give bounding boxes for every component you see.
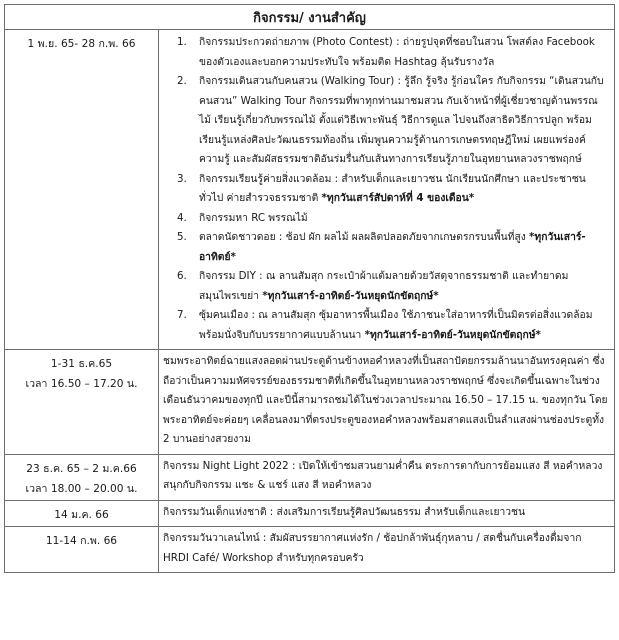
date-cell	[5, 30, 159, 350]
table-row	[5, 527, 615, 573]
date-cell	[5, 350, 159, 455]
activity-list	[163, 33, 608, 345]
table-row	[5, 500, 615, 527]
date-cell	[5, 454, 159, 500]
table-row	[5, 30, 615, 350]
date-range: 14 ม.ค. 66	[54, 508, 109, 521]
table-row	[5, 454, 615, 500]
item-text: ตลาดนัดชาวดอย : ช้อป ผัก ผลไม้ ผลผลิตปลอดภัยจากเกษตรกรบนพื้นที่สูง	[199, 231, 530, 243]
date-cell	[5, 500, 159, 527]
item-text: กิจกรรมเรียนรู้ค่ายสิ่งแวดล้อม : สำหรับเด็กและเยาวชน นักเรียนนักศึกษา และประชาชนทั่วไป ค่ายสำรวจธรรมชาติ	[199, 172, 586, 204]
list-item	[163, 267, 608, 306]
list-item	[163, 228, 608, 267]
date-cell	[5, 527, 159, 573]
item-schedule: *ทุกวันเสาร์-อาทิตย์*	[199, 231, 586, 263]
description-cell: กิจกรรมวันวาเลนไทน์ : สัมผัสบรรยากาศแห่งรัก / ช้อปกล้าพันธุ์กุหลาบ / สดชื่นกับเครื่องดื่มจาก HRDI Café/ Workshop สำหรับทุกครอบครัว	[159, 527, 615, 573]
item-text: ซุ้มคนเมือง : ณ ลานสัมสุก ซุ้มอาหารพื้นเมือง ใช้ภาชนะใส่อาหารที่เป็นมิตรต่อสิ่งแวดล้อม พร้อมนั่งจิบกับบรรยากาศแบบล้านนา	[199, 309, 593, 341]
list-item	[163, 33, 608, 72]
description-cell: กิจกรรมวันเด็กแห่งชาติ : ส่งเสริมการเรียนรู้ศิลปวัฒนธรรม สำหรับเด็กและเยาวชน	[159, 500, 615, 527]
item-schedule: *ทุกวันเสาร์-อาทิตย์-วันหยุดนักขัตฤกษ์*	[262, 289, 439, 302]
item-text: กิจกรรมเดินสวนกับคนสวน (Walking Tour) : รู้ลึก รู้จริง รู้ก่อนใคร กับกิจกรรม “เดินสวนกับคนสวน” Walking Tour กิจกรรมที่พาทุกท่านมาชมสวน กับเจ้าหน้าที่ผู้เชี่ยวชาญด้านพรรณไม้ เรียนรู้เกี่ยวกับพรรณไม้ ตั้งแต่วิธีเพาะพันธุ์ วิธีการดูแล ไปจนถึงสาธิตวิธีการปลูก พร้อมเรียนรู้แหล่งศิลปะวัฒนธรรมท้องถิ่น เพิ่มพูนความรู้ด้านการเกษตรทฤษฎีใหม่ เผยแพร่องค์ความรู้ และสัมผัสธรรมชาติอันร่มรื่นกับเส้นทางการเรียนรู้ภายในอุทยานหลวงราชพฤกษ์	[199, 75, 604, 165]
list-item	[163, 209, 608, 229]
item-text: กิจกรรม DIY : ณ ลานสัมสุก กระเป๋าผ้าแต้มลายด้วยวัสดุจากธรรมชาติ และทำยาดมสมุนไพรเขย่า	[199, 270, 569, 302]
list-item	[163, 306, 608, 345]
item-text: กิจกรรมประกวดถ่ายภาพ (Photo Contest) : ถ่ายรูปจุดที่ชอบในสวน โพสต์ลง Facebook ของตัวเองและบอกความประทับใจ พร้อมติด Hashtag ลุ้นรับรางวัล	[199, 36, 595, 68]
item-number: 6.	[177, 270, 187, 282]
item-schedule: *ทุกวันเสาร์-อาทิตย์-วันหยุดนักขัตฤกษ์*	[364, 328, 541, 341]
table-header: กิจกรรม/ งานสำคัญ	[5, 5, 615, 30]
date-range: 1-31 ธ.ค.65	[50, 358, 113, 370]
activities-table-wrapper	[4, 4, 614, 573]
time-range: เวลา 16.50 – 17.20 น.	[25, 378, 138, 390]
item-text: กิจกรรมหา RC พรรณไม้	[199, 211, 308, 224]
item-number: 2.	[177, 75, 187, 87]
date-range: 23 ธ.ค. 65 – 2 ม.ค.66	[26, 462, 137, 475]
table-header-row	[5, 5, 615, 30]
item-number: 4.	[177, 211, 187, 224]
table-row	[5, 350, 615, 455]
time-range: เวลา 18.00 – 20.00 น.	[25, 482, 138, 495]
activities-table	[4, 4, 615, 573]
date-range: 1 พ.ย. 65- 28 ก.พ. 66	[27, 38, 136, 50]
item-number: 7.	[177, 309, 187, 321]
description-cell: กิจกรรม Night Light 2022 : เปิดให้เข้าชมสวนยามค่ำคืน ตระการตากับการย้อมแสง สี หอคำหลวง สนุกกับกิจกรรม แชะ & แชร์ แสง สี หอคำหลวง	[159, 454, 615, 500]
item-number: 3.	[177, 172, 187, 185]
item-number: 5.	[177, 231, 187, 243]
description-cell: ชมพระอาทิตย์ฉายแสงลอดผ่านประตูด้านข้างหอคำหลวงที่เป็นสถาปัตยกรรมล้านนาอันทรงคุณค่า ซึ่งถือว่าเป็นความมหัศจรรย์ของธรรมชาติที่เกิดขึ้นในอุทยานหลวงราชพฤกษ์ ซึ่งจะเกิดขึ้นเฉพาะในช่วงเดือนธันวาคมของทุกปี และปีนี้สามารถชมได้ในช่วงเวลาประมาณ 16.50 – 17.15 น. ของทุกวัน โดยพระอาทิตย์จะค่อยๆ เคลื่อนลงมาที่ตรงประตูของหอคำหลวงพร้อมสาดแสงเป็นลำแสงผ่านช่องประตูทั้ง 2 บานอย่างสวยงาม	[159, 350, 615, 455]
item-schedule: *ทุกวันเสาร์สัปดาห์ที่ 4 ของเดือน*	[321, 192, 475, 204]
list-item	[163, 72, 608, 170]
description-cell	[159, 30, 615, 350]
list-item	[163, 170, 608, 209]
item-number: 1.	[177, 36, 187, 48]
date-range: 11-14 ก.พ. 66	[45, 535, 118, 547]
